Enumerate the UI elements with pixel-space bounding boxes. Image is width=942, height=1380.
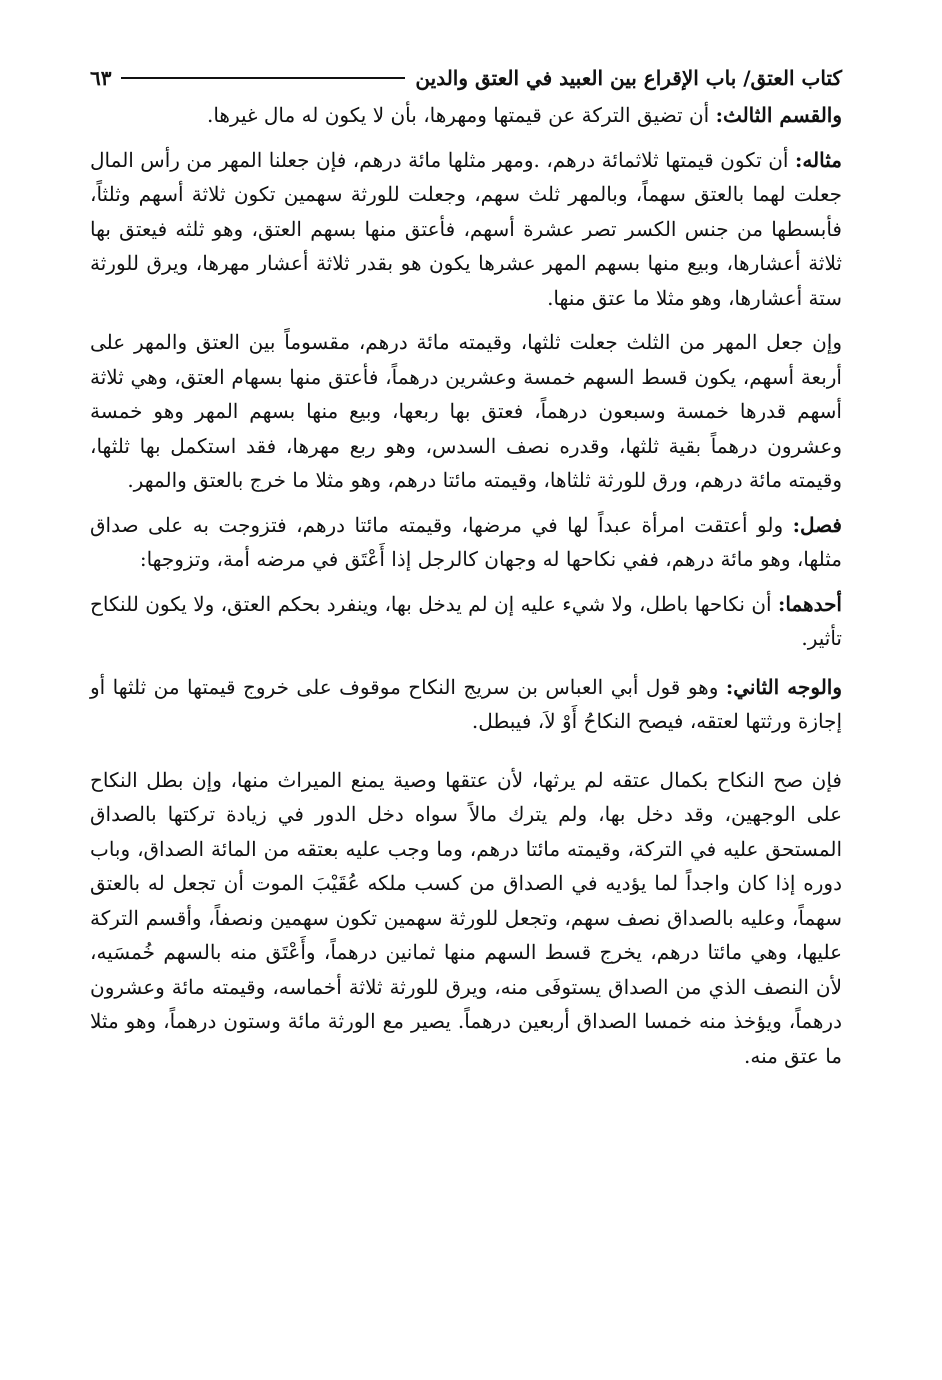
paragraph-text: وإن جعل المهر من الثلث جعلت ثلثها، وقيمته مائة درهم، مقسوماً بين العتق والمهر على أربعة أسهم، يكون قسط السهم خمسة وعشرين درهماً، فأعتق منها بسهام العتق، وهي ثلاثة أسهم قدرها خمسة وسبعون درهماً، فعتق بها ربعها، وبيع منها بسهم المهر وهو خمسة وعشرون درهماً بقية ثلثها، وقدره نصف السدس، وهو ربع مهرها، فقد استكمل بها ثلثها، وقيمته مائة درهم، ورق للورثة ثلثاها، وقيمته مائتا درهم، وهو مثلا ما خرج بالعتق والمهر. <box>90 330 842 492</box>
paragraph-lead: مثاله: <box>794 147 842 172</box>
header-title: كتاب العتق/ باب الإقراع بين العبيد في العتق والدين <box>415 66 842 90</box>
paragraph-valid-marriage <box>90 763 842 1074</box>
paragraph-lead: أحدهما: <box>777 591 842 616</box>
paragraph-lead: والقسم الثالث: <box>715 103 842 127</box>
paragraph-text: أن تكون قيمتها ثلاثمائة درهم، .ومهر مثلها مائة درهم، فإن جعلنا المهر من رأس المال جعلت لهما بالعتق سهماً، وبالمهر ثلث سهم، وجعلت للورثة سهمين تكون ثلاثة أسهم وثلثاً، فأبسطها من جنس الكسر تصر عشرة أسهم، فأعتق منها بسهم العتق، وهو ثلثه فيعتق بها ثلاثة أعشارها، وبيع منها بسهم المهر عشرها يكون هو بقدر ثلاثة أعشار مهرها، ويرق للورثة ستة أعشارها، وهو مثلا ما عتق منها. <box>90 147 842 310</box>
paragraph-text: ولو أعتقت امرأة عبداً لها في مرضها، وقيمته مائتا درهم، فتزوجت به على صداق مثلها، وهو مائة درهم، ففي نكاحها له وجهان كالرجل إذا أَعْتَق في مرضه أمة، وتزوجها: <box>90 512 842 571</box>
page-number: ٦٣ <box>90 66 112 90</box>
paragraph-fasl <box>90 508 842 577</box>
paragraph-third-section <box>90 98 842 133</box>
book-page <box>90 58 842 1073</box>
header-rule <box>121 77 405 79</box>
paragraph-example <box>90 143 842 316</box>
paragraph-lead: فصل: <box>792 512 842 537</box>
running-header <box>90 58 842 98</box>
paragraph-text: أن تضيق التركة عن قيمتها ومهرها، بأن لا يكون له مال غيرها. <box>206 103 716 127</box>
paragraph-text: وهو قول أبي العباس بن سريج النكاح موقوف على خروج قيمتها من ثلثها أو إجازة ورثتها لعتقه، فيصح النكاحُ أَوْ لاَ، فيبطل. <box>90 674 842 733</box>
paragraph-text: أن نكاحها باطل، ولا شيء عليه إن لم يدخل بها، وينفرد بحكم العتق، ولا يكون للنكاح تأثير. <box>90 591 842 650</box>
paragraph-second-view <box>90 670 842 739</box>
paragraph-mahr-from-third <box>90 325 842 498</box>
paragraph-text: فإن صح النكاح بكمال عتقه لم يرثها، لأن عتقها وصية يمنع الميراث منها، وإن بطل النكاح على الوجهين، وقد دخل بها، ولم يترك مالاً سواه دخل الدور في زيادة تركتها بالصداق المستحق عليه في التركة، وقيمته مائتا درهم، وما وجب عليه بعتقه من المائة الصداق، وباب دوره إذا كان واجداً لما يؤديه في الصداق من كسب ملكه عُقَيْبَ الموت أن تجعل له بالعتق سهماً، وعليه بالصداق نصف سهم، وتجعل للورثة سهمين تكون سهمين ونصفاً، وأقسم التركة عليها، وهي مائتا درهم، يخرج قسط السهم منها ثمانين درهماً، وأَعْتَق منه بالسهم خُمسَيه، لأن النصف الذي من الصداق يستوفَى منه، ويرق للورثة ثلاثة أخماسه، وقيمته مائة وعشرون درهماً، ويؤخذ منه خمسا الصداق أربعين درهماً. يصير مع الورثة مائة وستون درهماً، وهو مثلا ما عتق منه. <box>90 767 842 1068</box>
paragraph-first-view <box>90 587 842 656</box>
paragraph-lead: والوجه الثاني: <box>725 674 842 699</box>
